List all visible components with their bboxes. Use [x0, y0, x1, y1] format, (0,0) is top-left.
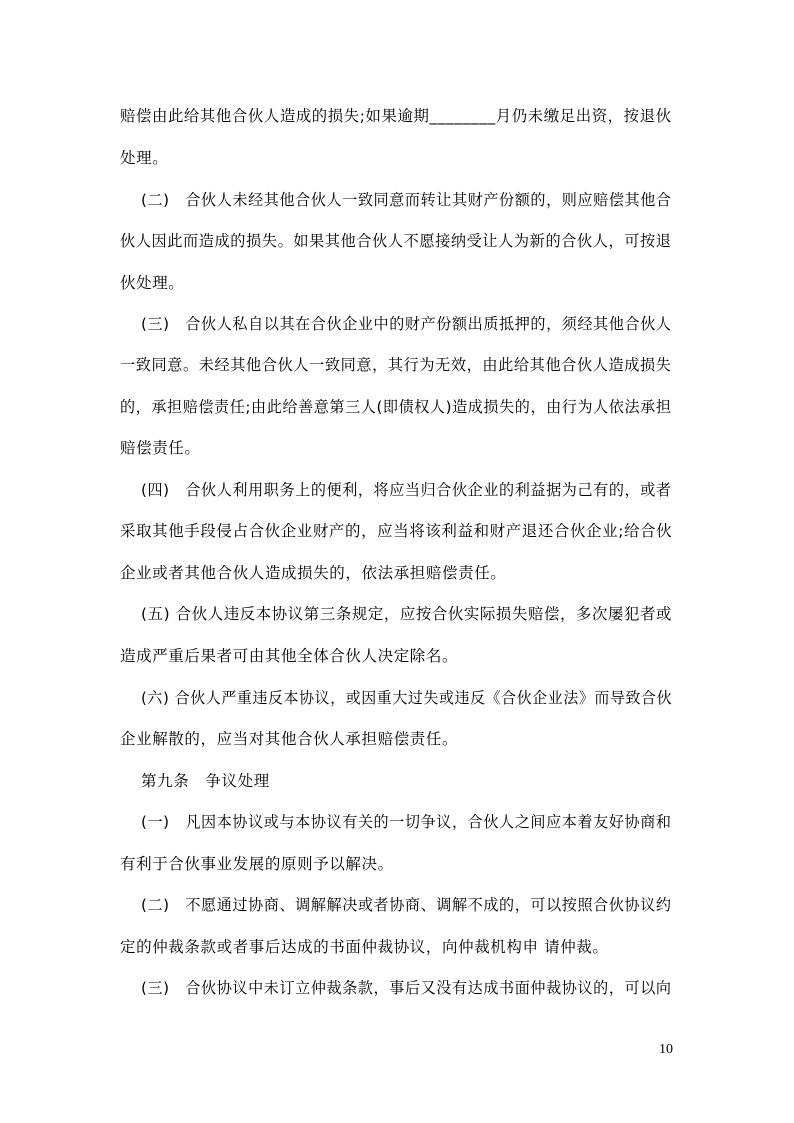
- text-line: 赔偿责任。: [120, 439, 201, 457]
- text-line: (六) 合伙人严重违反本协议，或因重大过失或违反《合伙企业法》而导致合伙: [141, 689, 673, 707]
- text-line: (二) 合伙人未经其他合伙人一致同意而转让其财产份额的，则应赔偿其他合: [141, 191, 672, 209]
- text-line: 定的仲裁条款或者事后达成的书面仲裁协议，向仲裁机构申 请仲裁。: [120, 938, 609, 956]
- text-line: 企业解散的，应当对其他合伙人承担赔偿责任。: [120, 730, 459, 748]
- text-line: 伙人因此而造成的损失。如果其他合伙人不愿接纳受让人为新的合伙人，可按退: [120, 232, 672, 250]
- text-line: 赔偿由此给其他合伙人造成的损失;如果逾期________月仍未缴足出资，按退伙: [120, 107, 672, 125]
- text-line: 伙处理。: [120, 274, 185, 292]
- text-line: (四) 合伙人利用职务上的便利，将应当归合伙企业的利益据为己有的，或者: [141, 481, 672, 499]
- text-line: 有利于合伙事业发展的原则予以解决。: [120, 855, 394, 873]
- text-line: (五) 合伙人违反本协议第三条规定，应按合伙实际损失赔偿，多次屡犯者或: [141, 605, 673, 623]
- text-line: (三) 合伙人私自以其在合伙企业中的财产份额出质抵押的，须经其他合伙人: [141, 315, 672, 333]
- section-heading: 第九条 争议处理: [141, 772, 270, 790]
- text-line: (一) 凡因本协议或与本协议有关的一切争议，合伙人之间应本着友好协商和: [141, 813, 672, 831]
- text-line: (三) 合伙协议中未订立仲裁条款，事后又没有达成书面仲裁协议的，可以向: [141, 979, 672, 997]
- text-line: 企业或者其他合伙人造成损失的，依法承担赔偿责任。: [120, 564, 507, 582]
- text-line: 处理。: [120, 149, 169, 167]
- text-line: (二) 不愿通过协商、调解解决或者协商、调解不成的，可以按照合伙协议约: [141, 896, 672, 914]
- text-line: 的，承担赔偿责任;由此给善意第三人(即债权人)造成损失的，由行为人依法承担: [120, 398, 672, 416]
- page-number: 10: [659, 1042, 673, 1057]
- text-line: 一致同意。未经其他合伙人一致同意，其行为无效，由此给其他合伙人造成损失: [120, 356, 672, 374]
- text-line: 采取其他手段侵占合伙企业财产的，应当将该利益和财产退还合伙企业;给合伙: [120, 522, 673, 540]
- text-line: 造成严重后果者可由其他全体合伙人决定除名。: [120, 647, 459, 665]
